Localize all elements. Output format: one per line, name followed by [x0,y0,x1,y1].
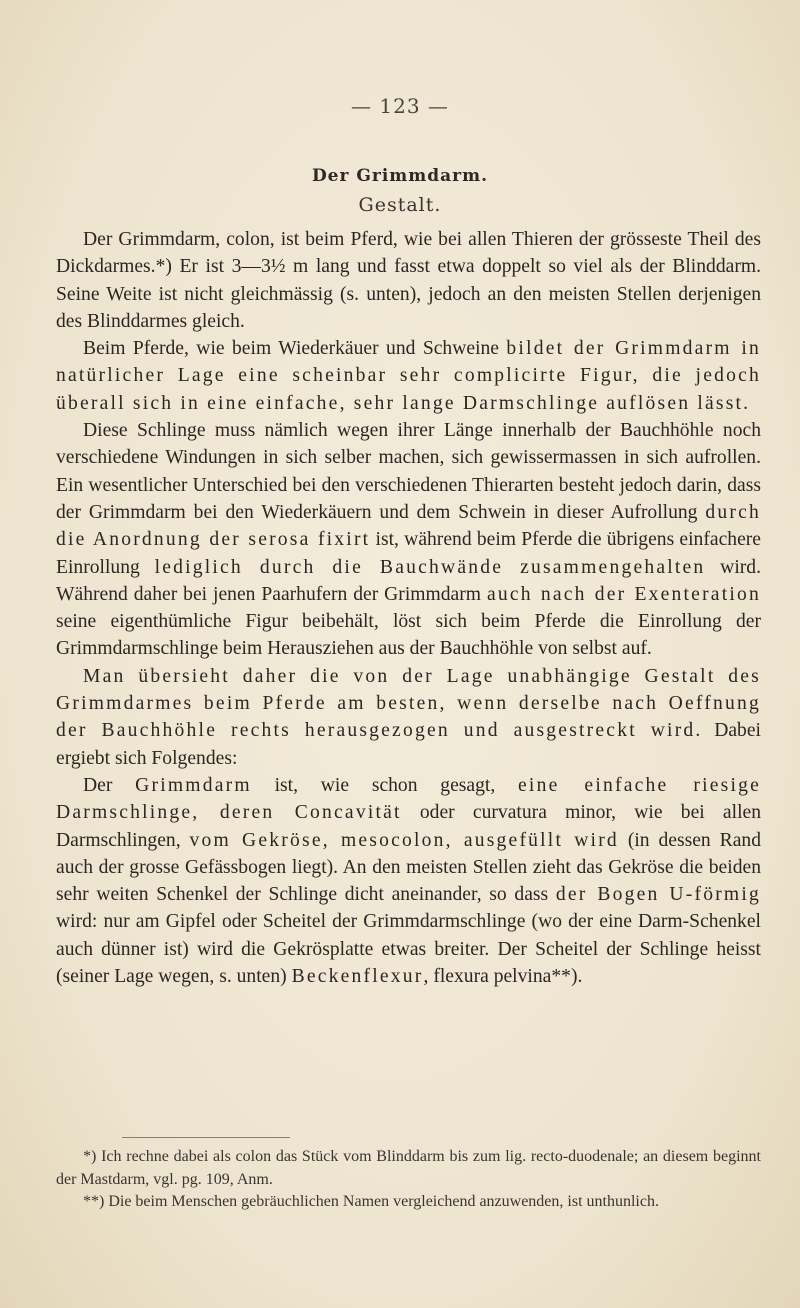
spaced-emphasis: eine einfache riesige Darmschlinge, deren Concavität [56,774,761,824]
spaced-emphasis: durch die Anordnung der serosa fixirt [56,501,761,551]
paragraph-4 [56,663,761,772]
body-text [56,226,761,990]
footnote-2: **) Die beim Menschen gebräuchlichen Namen vergleichend anzuwenden, ist unthunlich. [83,1193,659,1210]
paragraph-3-text: wird. Während daher bei jenen Paarhufern der Grimmdarm [56,556,761,605]
paragraph-5-text: oder curvatura minor, wie bei allen Darmschlingen, [56,802,762,851]
spaced-emphasis: Grimmdarm [135,774,252,796]
paragraph-3-text: Diese Schlinge muss nämlich wegen ihrer Länge innerhalb der Bauchhöhle noch verschiedene Windungen in sich selber machen, sich gewissermassen in sich aufrollen. Ein wesentlicher Unterschied bei den verschiedenen Thierarten besteht jedoch darin, dass der Grimmdarm bei den Wiederkäuern und dem Schwein in dieser Aufrollung [56,420,761,523]
spaced-emphasis: Man übersieht daher die von der Lage unabhängige Gestalt des Grimmdarmes beim Pferde am besten, wenn derselbe nach Oeffnung der Bauchhöhle rechts herausgezogen und ausgestreckt wird. [56,665,761,742]
page-number: — 123 — [351,94,449,118]
paragraph-3 [56,417,761,663]
spaced-emphasis: vom Gekröse, mesocolon, ausgefüllt wird [189,829,619,851]
paragraph-2-text: Beim Pferde, wie beim Wiederkäuer und Schweine [83,338,507,360]
spaced-emphasis: lediglich durch die Bauchwände zusammengehalten [154,556,706,578]
paragraph-2 [56,335,761,417]
paragraph-5-text: ist, wie schon gesagt, [251,774,519,796]
paragraph-3-text: seine eigenthümliche Figur beibehält, löst sich beim Pferde die Einrollung der Grimmdarmschlinge beim Herausziehen aus der Bauchhöhle von selbst auf. [56,611,761,660]
chapter-heading: Der Grimmdarm. [311,166,489,186]
paragraph-5-text: wird: nur am Gipfel oder Scheitel der Grimmdarmschlinge (wo der eine Darm-Schenkel auch dünner ist) wird die Gekrösplatte etwas breiter. Der Scheitel der Schlinge heisst (seiner Lage wegen, s. unten) [56,911,761,988]
footnote-divider [122,1137,290,1138]
footnote-1: *) Ich rechne dabei als colon das Stück vom Blinddarm bis zum lig. recto-duodenale; an diesem beginnt der Mastdarm, vgl. pg. 109, Anm. [56,1148,761,1188]
footnotes [56,1146,761,1214]
paragraph-5-text: , flexura pelvina**). [423,966,583,988]
paragraph-5-text: Der [83,774,136,796]
spaced-emphasis: bildet der Grimmdarm in natürlicher Lage eine scheinbar sehr complicirte Figur, die jedoch überall sich in eine einfache, sehr lange Darmschlinge auflösen lässt. [56,338,761,414]
paragraph-5 [56,772,761,990]
paragraph-3-text: ist, während beim Pferde die übrigens einfachere Einrollung [56,529,761,578]
paragraph-4-text: Dabei ergiebt sich Folgendes: [56,720,761,769]
section-heading: Gestalt. [358,194,442,216]
paragraph-5-text: (in dessen Rand auch der grosse Gefässbogen liegt). An den meisten Stellen zieht das Gekröse die beiden sehr weiten Schenkel der Schlinge dicht aneinander, so dass [56,829,761,906]
spaced-emphasis: der Bogen U-förmig [555,884,762,906]
spaced-emphasis: Beckenflexur [291,966,424,988]
spaced-emphasis: auch nach der Exenteration [486,583,761,605]
paragraph-1: Der Grimmdarm, colon, ist beim Pferd, wie bei allen Thieren der grösseste Theil des Dickdarmes.*) Er ist 3—3½ m lang und fasst etwa doppelt so viel als der Blinddarm. Seine Weite ist nicht gleichmässig (s. unten), jedoch an den meisten Stellen derjenigen des Blinddarmes gleich. [56,229,761,332]
